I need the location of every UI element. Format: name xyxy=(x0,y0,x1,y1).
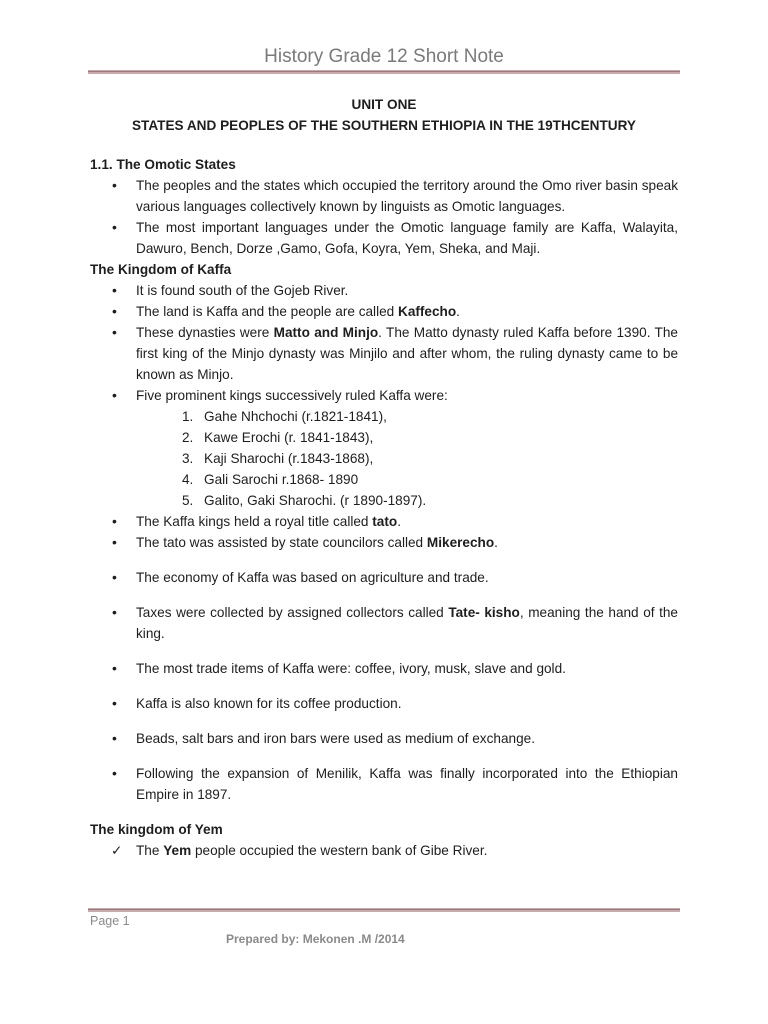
keyword: Tate- kisho xyxy=(448,605,520,620)
item-text: , meaning the hand of the king. xyxy=(136,605,678,641)
king-item xyxy=(136,406,678,427)
list-item xyxy=(90,322,678,385)
keyword: Matto and Minjo xyxy=(273,325,379,340)
list-item xyxy=(90,532,678,553)
list-item: • Beads, salt bars and iron bars were used as medium of exchange. xyxy=(90,728,678,749)
footer-rule xyxy=(88,908,680,912)
king-number: 2. xyxy=(182,430,194,445)
king-name: Kaji Sharochi (r.1843-1868), xyxy=(204,451,374,466)
list-item: • The peoples and the states which occupied the territory around the Omo river basin speak various languages collectively known by linguists as Omotic languages. xyxy=(90,175,678,217)
keyword: tato xyxy=(372,514,398,529)
king-item xyxy=(136,490,678,511)
king-item xyxy=(136,469,678,490)
page-header-title: History Grade 12 Short Note xyxy=(264,46,504,67)
king-item xyxy=(136,448,678,469)
item-text: The xyxy=(136,843,164,858)
keyword: Yem xyxy=(163,843,192,858)
prepared-by: Prepared by: Mekonen .M /2014 xyxy=(226,932,405,946)
item-text: Taxes were collected by assigned collectors called xyxy=(136,605,449,620)
list-item: • The economy of Kaffa was based on agriculture and trade. xyxy=(90,567,678,588)
keyword: Kaffecho xyxy=(398,304,457,319)
king-name: Galito, Gaki Sharochi. (r 1890-1897). xyxy=(204,493,427,508)
page-number: Page 1 xyxy=(90,914,130,928)
king-name: Gahe Nhchochi (r.1821-1841), xyxy=(204,409,387,424)
king-name: Gali Sarochi r.1868- 1890 xyxy=(204,472,359,487)
king-item xyxy=(136,427,678,448)
list-item: • Following the expansion of Menilik, Kaffa was finally incorporated into the Ethiopian Empire in 1897. xyxy=(90,763,678,805)
king-number: 1. xyxy=(182,409,194,424)
item-text: The Kaffa kings held a royal title called xyxy=(136,514,373,529)
kings-list xyxy=(136,406,678,511)
item-text: Five prominent kings successively ruled Kaffa were: xyxy=(136,388,448,403)
list-item: • It is found south of the Gojeb River. xyxy=(90,280,678,301)
king-number: 3. xyxy=(182,451,194,466)
item-text: . xyxy=(494,535,498,550)
unit-subtitle: STATES AND PEOPLES OF THE SOUTHERN ETHIOPIA IN THE 19THCENTURY xyxy=(131,118,637,133)
item-text: The tato was assisted by state councilors called xyxy=(136,535,427,550)
kaffa-list xyxy=(90,280,678,805)
unit-title: UNIT ONE xyxy=(351,97,417,112)
section-heading-yem: The kingdom of Yem xyxy=(90,822,223,837)
item-text: people occupied the western bank of Gibe River. xyxy=(191,843,488,858)
item-text: . The Matto dynasty ruled Kaffa before 1390. The first king of the Minjo dynasty was Minjilo and after whom, the ruling dynasty came to be known as Minjo. xyxy=(136,325,678,382)
yem-list xyxy=(90,840,678,861)
list-item xyxy=(90,511,678,532)
item-text: The land is Kaffa and the people are called xyxy=(136,304,398,319)
king-number: 5. xyxy=(182,493,194,508)
checkmark-icon: ✓ xyxy=(111,843,123,858)
king-number: 4. xyxy=(182,472,194,487)
item-text: These dynasties were xyxy=(136,325,274,340)
item-text: . xyxy=(397,514,401,529)
list-item: • The most trade items of Kaffa were: coffee, ivory, musk, slave and gold. xyxy=(90,658,678,679)
king-name: Kawe Erochi (r. 1841-1843), xyxy=(204,430,374,445)
list-item xyxy=(90,385,678,511)
omotic-list xyxy=(90,175,678,259)
list-item xyxy=(90,301,678,322)
list-item xyxy=(90,840,678,861)
section-heading-kaffa: The Kingdom of Kaffa xyxy=(90,262,232,277)
item-text: . xyxy=(456,304,460,319)
keyword: Mikerecho xyxy=(426,535,495,550)
list-item: • Kaffa is also known for its coffee production. xyxy=(90,693,678,714)
list-item: • The most important languages under the Omotic language family are Kaffa, Walayita, Dawuro, Bench, Dorze ,Gamo, Gofa, Koyra, Yem, Sheka, and Maji. xyxy=(90,217,678,259)
section-heading-omotic: 1.1. The Omotic States xyxy=(90,157,236,172)
document-body xyxy=(90,94,678,861)
list-item xyxy=(90,602,678,644)
header-rule xyxy=(88,70,680,74)
